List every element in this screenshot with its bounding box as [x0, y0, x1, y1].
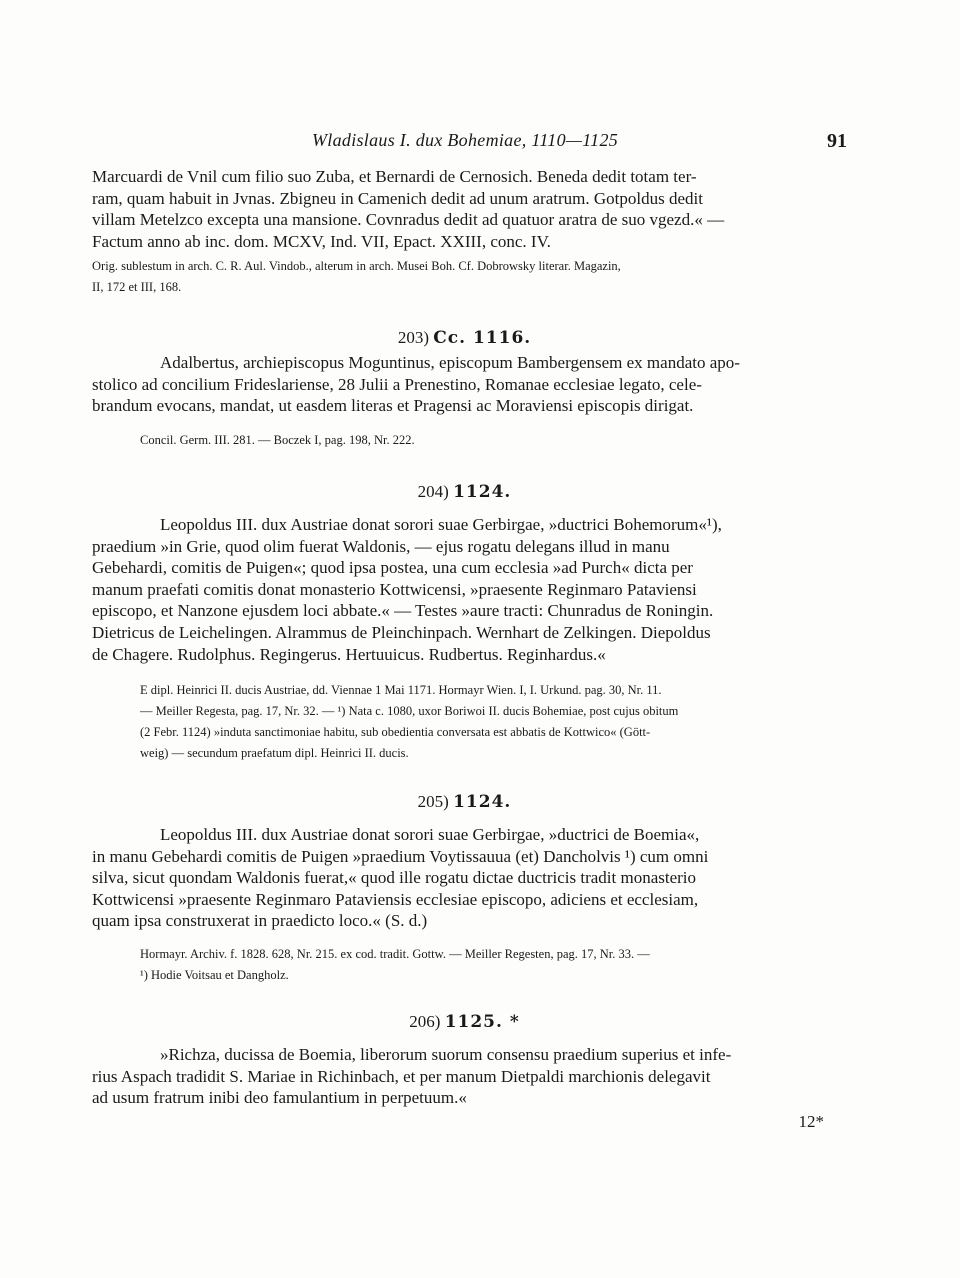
- running-title: Wladislaus I. dux Bohemiae, 1110—1125: [312, 130, 619, 150]
- continuation-text: [92, 166, 837, 252]
- entry-source-204: [92, 680, 837, 764]
- text-line: Leopoldus III. dux Austriae donat sorori suae Gerbirgae, »ductrici de Boemia«,: [160, 825, 700, 844]
- entry-number: 203): [397, 328, 429, 347]
- page-number: 91: [827, 130, 847, 152]
- text-line: ad usum fratrum inibi deo famulantium in perpetuum.«: [92, 1088, 467, 1108]
- text-line: manum praefati comitis donat monasterio Kottwicensi, »praesente Reginmaro Pataviensi: [92, 579, 697, 599]
- page: [92, 0, 872, 1278]
- text-line: rius Aspach tradidit S. Mariae in Richinbach, et per manum Dietpaldi marchionis delegavit: [92, 1066, 711, 1086]
- text-line: Marcuardi de Vnil cum filio suo Zuba, et Bernardi de Cernosich. Beneda dedit totam ter-: [92, 167, 697, 186]
- source-line: — Meiller Regesta, pag. 17, Nr. 32. — ¹) Nata c. 1080, uxor Boriwoi II. ducis Bohemiae, post cujus obitum: [140, 704, 679, 718]
- text-line: praedium »in Grie, quod olim fuerat Waldonis, — ejus rogatu delegans illud in manu: [92, 536, 670, 556]
- source-line: weig) — secundum praefatum dipl. Heinrici II. ducis.: [140, 746, 409, 760]
- entry-date: Cc. 1116.: [433, 328, 532, 348]
- source-line: Hormayr. Archiv. f. 1828. 628, Nr. 215. ex cod. tradit. Gottw. — Meiller Regesten, pag. 17, Nr. 33. —: [140, 947, 650, 961]
- entry-text-203: [92, 352, 837, 417]
- text-line: villam Metelzco excepta una mansione. Covnradus dedit ad quatuor aratra de suo vgezd.« —: [92, 210, 725, 230]
- entry-number: 204): [417, 482, 449, 501]
- text-line: Leopoldus III. dux Austriae donat sorori suae Gerbirgae, »ductrici Bohemorum«¹),: [160, 515, 722, 534]
- text-line: Factum anno ab inc. dom. MCXV, Ind. VII, Epact. XXIII, conc. IV.: [92, 231, 551, 251]
- entry-heading-204: [92, 482, 837, 502]
- entry-text-204: [92, 514, 837, 665]
- entry-source-205: [92, 944, 837, 986]
- entry-number: 206): [409, 1012, 441, 1031]
- entry-heading-205: [92, 792, 837, 812]
- text-line: quam ipsa construxerat in praedicto loco.« (S. d.): [92, 911, 428, 931]
- text-line: Kottwicensi »praesente Reginmaro Pataviensis ecclesiae episcopo, adiciens et ecclesiam,: [92, 889, 699, 909]
- text-line: Gebehardi, comitis de Puigen«; quod ipsa postea, una cum ecclesia »ad Purch« dicta per: [92, 558, 693, 578]
- text-line: silva, sicut quondam Waldonis fuerat,« quod ille rogatu dictae ductricis tradit monasterio: [92, 868, 697, 888]
- text-line: »Richza, ducissa de Boemia, liberorum suorum consensu praedium superius et infe-: [160, 1045, 732, 1064]
- entry-date: 1124.: [453, 482, 512, 502]
- source-line: Concil. Germ. III. 281. — Boczek I, pag. 198, Nr. 222.: [140, 433, 415, 447]
- source-line: ¹) Hodie Voitsau et Dangholz.: [140, 968, 289, 982]
- text-line: stolico ad concilium Frideslariense, 28 Julii a Prenestino, Romanae ecclesiae legato, cele-: [92, 374, 702, 394]
- source-line: (2 Febr. 1124) »induta sanctimoniae habitu, sub obedientia conversata est abbatis de Kottwico« (Gött-: [140, 725, 651, 739]
- entry-heading-203: [92, 328, 837, 348]
- text-line: brandum evocans, mandat, ut easdem literas et Pragensi ac Moraviensi episcopis dirigat.: [92, 396, 694, 416]
- entry-number: 205): [417, 792, 449, 811]
- continuation-source: [92, 256, 837, 298]
- entry-text-205: [92, 824, 837, 932]
- source-line: E dipl. Heinrici II. ducis Austriae, dd. Viennae 1 Mai 1171. Hormayr Wien. I, I. Urkund. pag. 30, Nr. 11.: [140, 683, 662, 697]
- entry-date: 1125. *: [444, 1012, 520, 1032]
- text-line: episcopo, et Nanzone ejusdem loci abbate.« — Testes »aure tracti: Chunradus de Roningin.: [92, 601, 714, 621]
- entry-date: 1124.: [453, 792, 512, 812]
- signature-mark: 12*: [798, 1112, 824, 1131]
- text-line: de Chagere. Rudolphus. Regingerus. Hertuuicus. Rudbertus. Reginhardus.«: [92, 644, 606, 664]
- source-line: Orig. sublestum in arch. C. R. Aul. Vindob., alterum in arch. Musei Boh. Cf. Dobrowsky literar. Magazin,: [92, 259, 621, 273]
- text-line: ram, quam habuit in Jvnas. Zbigneu in Camenich dedit ad unum aratrum. Gotpoldus dedit: [92, 188, 703, 208]
- text-line: Dietricus de Leichelingen. Alrammus de Pleinchinpach. Wernhart de Zelkingen. Diepoldus: [92, 622, 711, 642]
- entry-text-206: [92, 1044, 837, 1109]
- entry-source-203: [92, 430, 837, 451]
- entry-heading-206: [92, 1012, 837, 1032]
- text-line: Adalbertus, archiepiscopus Moguntinus, episcopum Bambergensem ex mandato apo-: [160, 353, 740, 372]
- text-line: in manu Gebehardi comitis de Puigen »praedium Voytissauua (et) Dancholvis ¹) cum omni: [92, 846, 709, 866]
- source-line: II, 172 et III, 168.: [92, 280, 182, 294]
